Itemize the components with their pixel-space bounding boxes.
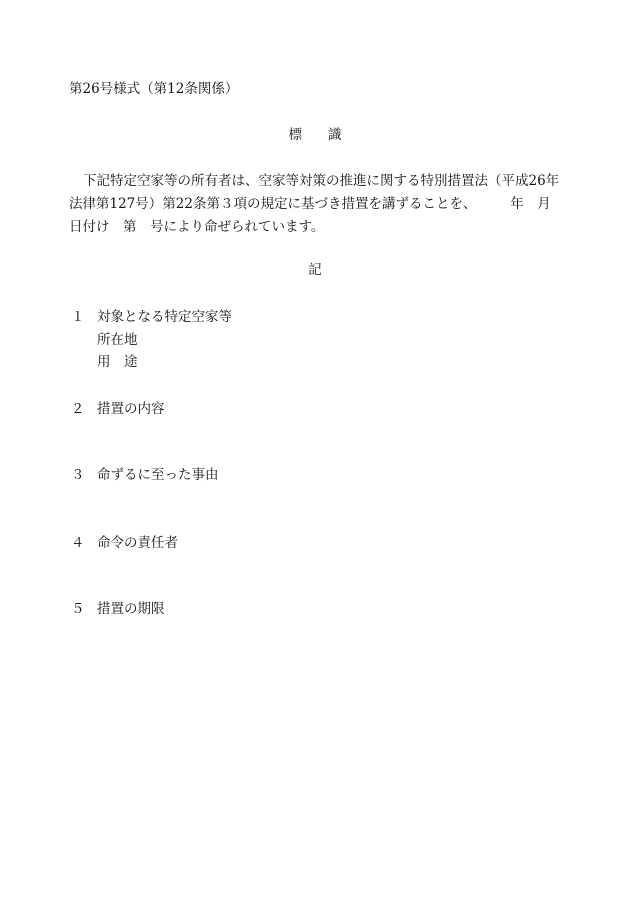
body-paragraph-line-3: 日付け 第 号により命ぜられています。 — [69, 219, 325, 235]
item-label-order-reason: 命ずるに至った事由 — [97, 467, 219, 483]
item-number-4: ４ — [71, 535, 85, 551]
title-char-2: 識 — [328, 127, 342, 143]
item-label-measure-content: 措置の内容 — [97, 401, 165, 417]
item-number-2: ２ — [71, 401, 85, 417]
sub-item-use: 用 途 — [97, 354, 138, 370]
item-label-measure-deadline: 措置の期限 — [97, 601, 165, 617]
document-title — [0, 129, 630, 143]
ki-heading: 記 — [308, 262, 322, 278]
title-char-1: 標 — [288, 127, 302, 143]
item-number-5: ５ — [71, 601, 85, 617]
form-number: 第26号様式（第12条関係） — [69, 81, 239, 97]
item-label-target-property: 対象となる特定空家等 — [97, 309, 232, 325]
body-paragraph-line-1: 下記特定空家等の所有者は、空家等対策の推進に関する特別措置法（平成26年 — [83, 173, 560, 189]
item-number-3: ３ — [71, 467, 85, 483]
body-paragraph-line-2: 法律第127号）第22条第３項の規定に基づき措置を講ずることを、 年 月 — [69, 196, 551, 212]
item-number-1: １ — [71, 309, 85, 325]
sub-item-location: 所在地 — [97, 332, 138, 348]
item-label-responsible-person: 命令の責任者 — [97, 535, 178, 551]
